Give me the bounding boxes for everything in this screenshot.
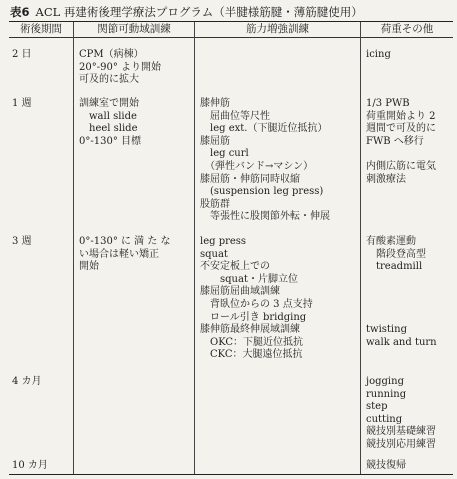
table-number: 表6 xyxy=(10,5,30,19)
strength-line: squat xyxy=(200,248,228,260)
row-0-load-cell xyxy=(366,49,391,62)
table-caption xyxy=(10,4,363,20)
load-line: 競技復帰 xyxy=(366,460,406,471)
strength-line: OKC：下腿近位抵抗 xyxy=(200,336,304,348)
load-line: jogging xyxy=(366,376,404,387)
strength-line: 股筋群 xyxy=(200,198,230,210)
header-rom: 関節可動域訓練 xyxy=(97,23,171,35)
load-line: icing xyxy=(366,49,391,60)
strength-line: 膝伸筋 xyxy=(200,98,230,109)
rom-line: 可及的に拡大 xyxy=(79,74,139,86)
period-line: 4 カ月 xyxy=(12,376,42,387)
row-4-load-cell xyxy=(366,460,406,473)
row-2-load-cell xyxy=(366,236,437,349)
period-line: 2 日 xyxy=(12,49,32,60)
strength-line: （弾性バンド→マシン） xyxy=(200,160,314,172)
rom-line: heel slide xyxy=(79,123,138,135)
strength-line: (suspension leg press) xyxy=(200,186,324,198)
load-line: 内側広筋に電気 xyxy=(366,160,436,172)
rom-line: 開始 xyxy=(79,261,99,273)
column-divider xyxy=(194,22,195,474)
load-line: 週間で可及的に xyxy=(366,123,436,135)
header-rule xyxy=(9,37,453,38)
load-line xyxy=(366,299,437,312)
load-line xyxy=(366,148,436,161)
strength-line: 膝伸筋最終伸展域訓練 xyxy=(200,324,300,336)
load-line: 刺激療法 xyxy=(366,173,406,185)
load-line: 階段登高型 xyxy=(366,248,426,260)
column-divider xyxy=(360,22,361,474)
load-line xyxy=(366,274,437,287)
row-4-period-cell xyxy=(12,460,48,473)
rom-line: CPM（病棟） xyxy=(79,49,144,60)
strength-line: ロール引き bridging xyxy=(200,311,307,323)
row-1-rom-cell xyxy=(79,98,141,148)
load-line xyxy=(366,286,437,299)
header-load: 荷重その他 xyxy=(380,23,434,35)
row-2-period-cell xyxy=(12,236,32,249)
load-line: running xyxy=(366,388,407,400)
rom-line: wall slide xyxy=(79,110,137,122)
strength-line: squat・片脚立位 xyxy=(200,273,298,285)
rom-line: 0°-130° 目標 xyxy=(79,135,142,147)
row-3-load-cell xyxy=(366,376,436,452)
load-line: 1/3 PWB xyxy=(366,98,410,109)
row-1-strength-cell xyxy=(200,98,330,224)
load-line: 競技別応用練習 xyxy=(366,438,436,450)
program-table xyxy=(9,21,453,475)
load-line: 競技別基礎練習 xyxy=(366,426,436,438)
strength-line: leg curl xyxy=(200,148,249,160)
strength-line: leg press xyxy=(200,236,247,247)
period-line: 1 週 xyxy=(12,98,32,109)
strength-line: 不安定板上での xyxy=(200,261,270,273)
load-line: walk and turn xyxy=(366,336,437,348)
period-line: 10 カ月 xyxy=(12,460,48,471)
period-line: 3 週 xyxy=(12,236,32,247)
table-title: ACL 再建術後理学療法プログラム（半腱様筋腱・薄筋腱使用） xyxy=(35,5,363,19)
header-period: 術後期間 xyxy=(20,23,62,35)
row-0-period-cell xyxy=(12,49,32,62)
header-strength: 筋力増強訓練 xyxy=(246,23,309,35)
rom-line: 訓練室で開始 xyxy=(79,98,139,109)
load-line: FWB へ移行 xyxy=(366,135,424,147)
row-2-rom-cell xyxy=(79,236,171,274)
row-0-rom-cell xyxy=(79,49,161,87)
row-1-load-cell xyxy=(366,98,436,186)
load-line xyxy=(366,312,437,325)
load-line: twisting xyxy=(366,324,407,336)
load-line: step xyxy=(366,401,388,413)
strength-line: 屈曲位等尺性 xyxy=(200,110,270,122)
load-line: cutting xyxy=(366,413,403,425)
strength-line: 膝屈筋 xyxy=(200,135,230,147)
strength-line: 背臥位からの 3 点支持 xyxy=(200,298,313,310)
strength-line: 等張性に股関節外転・伸展 xyxy=(200,211,330,223)
row-2-strength-cell xyxy=(200,236,313,362)
rom-line: い場合は軽い矯正 xyxy=(79,248,159,260)
rom-line: 0°-130° に 満 た な xyxy=(79,236,171,247)
load-line: 荷重開始より 2 xyxy=(366,110,436,122)
row-3-period-cell xyxy=(12,376,42,389)
rom-line: 20°-90° より開始 xyxy=(79,61,162,73)
column-divider xyxy=(73,22,74,474)
strength-line: leg ext.（下腿近位抵抗） xyxy=(200,123,328,135)
strength-line: 膝屈筋屈曲域訓練 xyxy=(200,286,280,298)
row-1-period-cell xyxy=(12,98,32,111)
load-line: treadmill xyxy=(366,261,423,273)
load-line: 有酸素運動 xyxy=(366,236,416,247)
strength-line: CKC：大腿遠位抵抗 xyxy=(200,349,303,361)
strength-line: 膝屈筋・伸筋同時収縮 xyxy=(200,173,300,185)
